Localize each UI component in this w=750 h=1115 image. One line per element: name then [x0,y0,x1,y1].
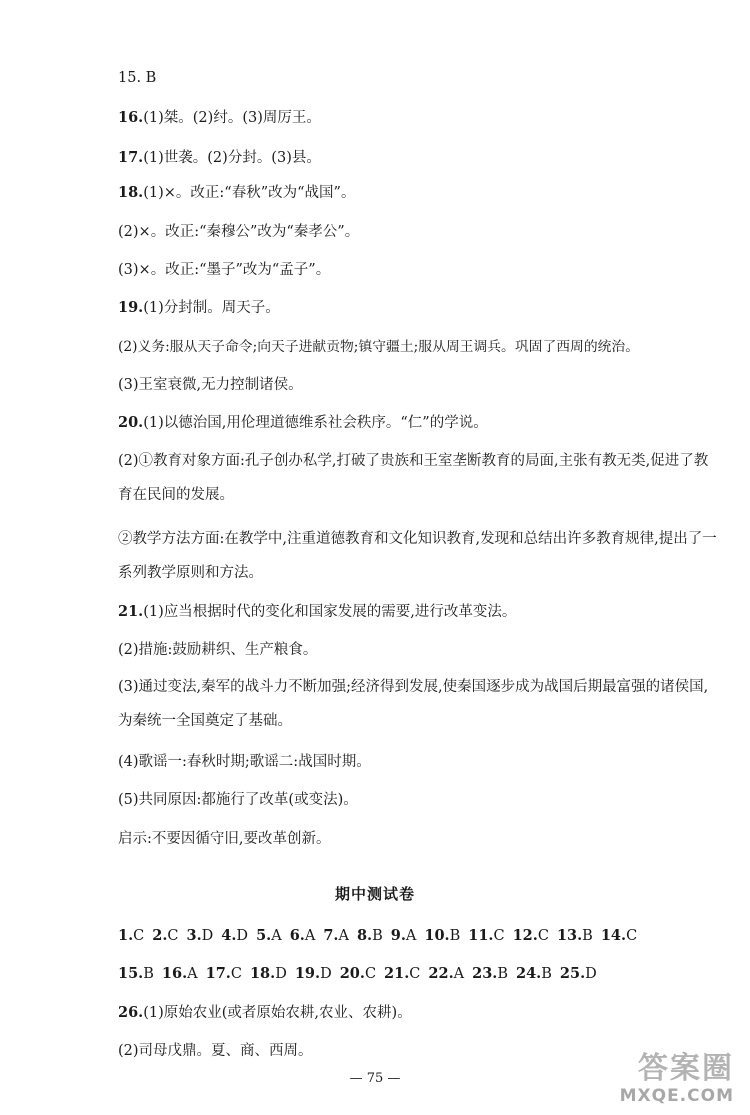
answer-line-20-3 [118,522,718,590]
mcq-item: 25.D [559,965,597,982]
answer-line-18-2 [118,222,718,242]
answer-text: (1)桀。(2)纣。(3)周厉王。 [143,110,321,126]
site-watermark [620,1052,734,1106]
question-number: 20. [118,414,144,431]
answer-line-26-1 [118,1003,718,1023]
answer-line-20-2 [118,444,718,512]
answer-text: 启示:不要因循守旧,要改革创新。 [118,831,331,847]
mcq-item: 18.D [249,965,287,982]
mcq-item: 19.D [294,965,332,982]
answer-line-21-insight [118,829,718,849]
answer-text: (2)义务:服从天子命令;向天子进献贡物;镇守疆土;服从周王调兵。巩固了西周的统治。 [118,339,640,355]
mcq-item: 4.D [221,927,249,944]
question-number: 26. [118,1004,144,1021]
answer-text: (4)歌谣一:春秋时期;歌谣二:战国时期。 [118,754,371,770]
answer-line-17 [118,148,718,168]
mcq-item: 17.C [205,965,242,982]
answer-line-16 [118,108,718,128]
answer-text: 15. B [118,70,157,86]
mcq-item: 3.D [186,927,214,944]
mcq-item: 20.C [339,965,377,982]
watermark-logo: 答案圈 [638,1051,734,1086]
mcq-item: 16.A [161,965,198,982]
mcq-item: 8.B [356,927,383,944]
answer-line-21-2 [118,640,718,660]
mcq-item: 21.C [384,965,421,982]
question-number: 19. [118,299,144,316]
answer-line-19-1 [118,298,718,318]
answer-line-21-1 [118,602,718,622]
answer-text: (2)①教育对象方面:孔子创办私学,打破了贵族和王室垄断教育的局面,主张有教无类,促进了教育在民间的发展。 [118,453,709,503]
answer-line-21-5 [118,790,718,810]
mcq-item: 2.C [152,927,179,944]
answer-text: (2)×。改正:“秦穆公”改为“秦孝公”。 [118,224,360,240]
answer-text: ②教学方法方面:在教学中,注重道德教育和文化知识教育,发现和总结出许多教育规律,提出了一系列教学原则和方法。 [118,531,717,581]
answer-text: (3)王室衰微,无力控制诸侯。 [118,377,303,393]
question-number: 17. [118,149,144,166]
mcq-item: 10.B [424,927,461,944]
mcq-item: 22.A [428,965,465,982]
mcq-item: 13.B [556,927,593,944]
question-number: 18. [118,184,144,201]
mcq-row-1 [118,927,718,944]
answer-text: (1)分封制。周天子。 [143,300,280,316]
mcq-item: 9.A [390,927,417,944]
answer-text: (1)世袭。(2)分封。(3)县。 [143,150,321,166]
answer-text: (1)应当根据时代的变化和国家发展的需要,进行改革变法。 [143,604,517,620]
answer-text: (3)通过变法,秦军的战斗力不断加强;经济得到发展,使秦国逐步成为战国后期最富强的诸侯国,为秦统一全国奠定了基础。 [118,679,709,729]
section-title: 期中测试卷 [334,885,415,903]
answer-text: (1)×。改正:“春秋”改为“战国”。 [143,185,356,201]
mcq-item: 5.A [256,927,282,944]
answer-line-18-3 [118,260,718,280]
mcq-item: 6.A [289,927,316,944]
answer-text: (5)共同原因:都施行了改革(或变法)。 [118,792,358,808]
answer-text: (2)司母戊鼎。夏、商、西周。 [118,1043,313,1059]
mcq-item: 7.A [323,927,349,944]
answer-line-20-1 [118,413,718,433]
answer-line-21-4 [118,752,718,772]
answer-text: (1)以德治国,用伦理道德维系社会秩序。“仁”的学说。 [143,415,488,431]
mcq-row-2 [118,965,718,982]
answer-line-19-3 [118,375,718,395]
question-number: 21. [118,603,144,620]
mcq-item: 1.C [118,927,145,944]
answer-line-21-3 [118,670,718,738]
mcq-item: 15.B [118,965,154,982]
question-number: 16. [118,109,144,126]
watermark-url: MXQE.COM [619,1086,734,1106]
answer-text: (3)×。改正:“墨子”改为“孟子”。 [118,262,331,278]
answer-text: (1)原始农业(或者原始农耕,农业、农耕)。 [143,1005,412,1021]
answer-line-18-1 [118,183,718,203]
page-number: — 75 — [349,1071,401,1086]
mcq-item: 14.C [600,927,638,944]
mcq-item: 12.C [512,927,549,944]
answer-line-19-2 [118,337,718,357]
answer-text: (2)措施:鼓励耕织、生产粮食。 [118,642,318,658]
mcq-item: 23.B [472,965,508,982]
mcq-item: 11.C [468,927,505,944]
answer-line-15 [118,68,718,88]
mcq-item: 24.B [516,965,552,982]
